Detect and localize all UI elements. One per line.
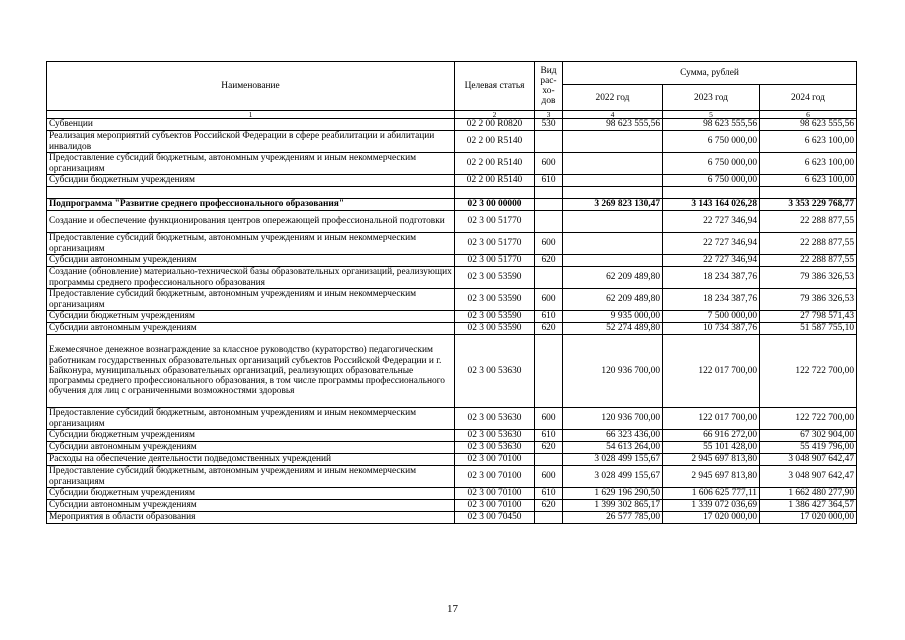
row-sum-2024: 79 386 326,53 bbox=[760, 267, 857, 289]
row-sum-2022: 3 269 823 130,47 bbox=[563, 199, 663, 211]
table-row bbox=[47, 233, 857, 255]
page-number: 17 bbox=[447, 603, 458, 615]
row-vid: 620 bbox=[535, 323, 563, 335]
row-vid: 610 bbox=[535, 311, 563, 323]
table-row bbox=[47, 289, 857, 311]
row-article: 02 3 00 53630 bbox=[455, 408, 535, 430]
table-row bbox=[47, 408, 857, 430]
row-sum-2024: 6 623 100,00 bbox=[760, 153, 857, 175]
row-vid bbox=[535, 211, 563, 233]
row-article bbox=[455, 187, 535, 199]
row-sum-2022 bbox=[563, 187, 663, 199]
row-sum-2022: 3 028 499 155,67 bbox=[563, 454, 663, 466]
table-row bbox=[47, 466, 857, 488]
row-sum-2024: 6 623 100,00 bbox=[760, 131, 857, 153]
row-sum-2022: 1 399 302 865,17 bbox=[563, 500, 663, 512]
table-body bbox=[47, 119, 857, 524]
row-sum-2023: 98 623 555,56 bbox=[663, 119, 760, 131]
row-vid bbox=[535, 199, 563, 211]
row-name: Ежемесячное денежное вознаграждение за классное руководство (кураторство) педагогическим работникам государственных образовательных организаций субъектов Российской Федерации и г. Байконура, муниципальных образовательных организаций, реализующих образовательные программы среднего профессионального образования, в том числе программы профессионального обучения для лиц с ограниченными возможностями здоровья bbox=[47, 335, 455, 408]
row-article: 02 3 00 00000 bbox=[455, 199, 535, 211]
table-row bbox=[47, 131, 857, 153]
row-sum-2024: 98 623 555,56 bbox=[760, 119, 857, 131]
row-article: 02 3 00 53590 bbox=[455, 323, 535, 335]
row-article: 02 3 00 70100 bbox=[455, 488, 535, 500]
row-name bbox=[47, 187, 455, 199]
row-sum-2022: 1 629 196 290,50 bbox=[563, 488, 663, 500]
row-sum-2024: 22 288 877,55 bbox=[760, 211, 857, 233]
row-name: Предоставление субсидий бюджетным, автономным учреждениям и иным некоммерческим организациям bbox=[47, 466, 455, 488]
table-row bbox=[47, 323, 857, 335]
row-sum-2022 bbox=[563, 175, 663, 187]
row-vid bbox=[535, 454, 563, 466]
row-vid bbox=[535, 187, 563, 199]
row-vid: 600 bbox=[535, 289, 563, 311]
row-name: Субсидии автономным учреждениям bbox=[47, 323, 455, 335]
row-sum-2023: 22 727 346,94 bbox=[663, 233, 760, 255]
row-sum-2024: 55 419 796,00 bbox=[760, 442, 857, 454]
row-name: Реализация мероприятий субъектов Российской Федерации в сфере реабилитации и абилитации инвалидов bbox=[47, 131, 455, 153]
row-name: Субсидии бюджетным учреждениям bbox=[47, 430, 455, 442]
row-article: 02 3 00 53630 bbox=[455, 335, 535, 408]
row-sum-2023: 6 750 000,00 bbox=[663, 153, 760, 175]
row-sum-2022: 98 623 555,56 bbox=[563, 119, 663, 131]
header-year-2022: 2022 год bbox=[563, 85, 663, 111]
table-row bbox=[47, 153, 857, 175]
row-sum-2022: 62 209 489,80 bbox=[563, 289, 663, 311]
row-article: 02 3 00 53630 bbox=[455, 442, 535, 454]
row-sum-2024: 79 386 326,53 bbox=[760, 289, 857, 311]
header-year-2023: 2023 год bbox=[663, 85, 760, 111]
table-row-blank bbox=[47, 187, 857, 199]
column-number: 4 bbox=[563, 111, 663, 119]
header-name: Наименование bbox=[47, 62, 455, 111]
row-sum-2024: 17 020 000,00 bbox=[760, 512, 857, 524]
row-sum-2023: 10 734 387,76 bbox=[663, 323, 760, 335]
row-article: 02 3 00 70100 bbox=[455, 454, 535, 466]
row-article: 02 3 00 70450 bbox=[455, 512, 535, 524]
row-sum-2023: 7 500 000,00 bbox=[663, 311, 760, 323]
row-sum-2024: 22 288 877,55 bbox=[760, 255, 857, 267]
row-sum-2024: 51 587 755,10 bbox=[760, 323, 857, 335]
row-name: Создание (обновление) материально-технической базы образовательных организаций, реализующих программы среднего профессионального образования bbox=[47, 267, 455, 289]
row-sum-2024: 22 288 877,55 bbox=[760, 233, 857, 255]
row-vid: 620 bbox=[535, 255, 563, 267]
row-sum-2023: 55 101 428,00 bbox=[663, 442, 760, 454]
row-vid bbox=[535, 267, 563, 289]
column-number: 3 bbox=[535, 111, 563, 119]
column-number: 6 bbox=[760, 111, 857, 119]
row-sum-2024: 3 048 907 642,47 bbox=[760, 466, 857, 488]
row-vid: 610 bbox=[535, 175, 563, 187]
row-sum-2022: 66 323 436,00 bbox=[563, 430, 663, 442]
row-article: 02 2 00 R0820 bbox=[455, 119, 535, 131]
row-sum-2022 bbox=[563, 233, 663, 255]
row-sum-2023: 66 916 272,00 bbox=[663, 430, 760, 442]
row-article: 02 3 00 53590 bbox=[455, 267, 535, 289]
row-sum-2023: 122 017 700,00 bbox=[663, 335, 760, 408]
row-vid bbox=[535, 131, 563, 153]
row-article: 02 2 00 R5140 bbox=[455, 131, 535, 153]
row-vid: 600 bbox=[535, 408, 563, 430]
row-vid: 600 bbox=[535, 466, 563, 488]
row-vid: 530 bbox=[535, 119, 563, 131]
row-sum-2024: 1 662 480 277,90 bbox=[760, 488, 857, 500]
row-sum-2024: 6 623 100,00 bbox=[760, 175, 857, 187]
row-name: Предоставление субсидий бюджетным, автономным учреждениям и иным некоммерческим организациям bbox=[47, 289, 455, 311]
row-sum-2023 bbox=[663, 187, 760, 199]
budget-table bbox=[46, 61, 857, 524]
row-article: 02 2 00 R5140 bbox=[455, 153, 535, 175]
row-vid: 600 bbox=[535, 233, 563, 255]
row-name: Предоставление субсидий бюджетным, автономным учреждениям и иным некоммерческим организациям bbox=[47, 233, 455, 255]
row-sum-2023: 18 234 387,76 bbox=[663, 289, 760, 311]
table-row-subprogram bbox=[47, 199, 857, 211]
table-row bbox=[47, 512, 857, 524]
row-article: 02 3 00 70100 bbox=[455, 500, 535, 512]
row-sum-2022: 54 613 264,00 bbox=[563, 442, 663, 454]
row-sum-2024: 3 353 229 768,77 bbox=[760, 199, 857, 211]
row-article: 02 3 00 51770 bbox=[455, 255, 535, 267]
row-vid bbox=[535, 335, 563, 408]
row-sum-2024: 122 722 700,00 bbox=[760, 335, 857, 408]
row-sum-2022: 62 209 489,80 bbox=[563, 267, 663, 289]
row-name: Предоставление субсидий бюджетным, автономным учреждениям и иным некоммерческим организациям bbox=[47, 153, 455, 175]
table-row bbox=[47, 267, 857, 289]
row-name: Расходы на обеспечение деятельности подведомственных учреждений bbox=[47, 454, 455, 466]
row-article: 02 3 00 51770 bbox=[455, 233, 535, 255]
table-row bbox=[47, 430, 857, 442]
header-sum: Сумма, рублей bbox=[563, 62, 857, 85]
row-sum-2024 bbox=[760, 187, 857, 199]
row-name: Субсидии автономным учреждениям bbox=[47, 500, 455, 512]
row-name: Субсидии автономным учреждениям bbox=[47, 255, 455, 267]
row-name: Создание и обеспечение функционирования центров опережающей профессиональной подготовки bbox=[47, 211, 455, 233]
row-vid: 620 bbox=[535, 442, 563, 454]
row-sum-2022: 52 274 489,80 bbox=[563, 323, 663, 335]
row-sum-2023: 1 606 625 777,11 bbox=[663, 488, 760, 500]
row-sum-2022: 9 935 000,00 bbox=[563, 311, 663, 323]
column-number: 5 bbox=[663, 111, 760, 119]
column-number-row bbox=[47, 111, 857, 119]
row-sum-2023: 6 750 000,00 bbox=[663, 175, 760, 187]
table-row bbox=[47, 500, 857, 512]
row-article: 02 3 00 53590 bbox=[455, 289, 535, 311]
row-sum-2023: 22 727 346,94 bbox=[663, 255, 760, 267]
header-article: Целевая статья bbox=[455, 62, 535, 111]
header-vid: Вид рас-хо-дов bbox=[535, 62, 563, 111]
row-name: Субвенции bbox=[47, 119, 455, 131]
row-article: 02 3 00 51770 bbox=[455, 211, 535, 233]
table-row bbox=[47, 211, 857, 233]
row-name: Субсидии бюджетным учреждениям bbox=[47, 175, 455, 187]
table-row bbox=[47, 488, 857, 500]
row-sum-2022 bbox=[563, 153, 663, 175]
table-row bbox=[47, 442, 857, 454]
row-vid bbox=[535, 512, 563, 524]
table-row bbox=[47, 119, 857, 131]
row-sum-2023: 2 945 697 813,80 bbox=[663, 454, 760, 466]
row-sum-2023: 18 234 387,76 bbox=[663, 267, 760, 289]
table-row bbox=[47, 454, 857, 466]
row-sum-2022: 3 028 499 155,67 bbox=[563, 466, 663, 488]
row-article: 02 3 00 53630 bbox=[455, 430, 535, 442]
row-name: Субсидии автономным учреждениям bbox=[47, 442, 455, 454]
row-sum-2022: 120 936 700,00 bbox=[563, 408, 663, 430]
header-year-2024: 2024 год bbox=[760, 85, 857, 111]
row-sum-2024: 67 302 904,00 bbox=[760, 430, 857, 442]
column-number: 2 bbox=[455, 111, 535, 119]
row-sum-2024: 27 798 571,43 bbox=[760, 311, 857, 323]
row-name: Субсидии бюджетным учреждениям bbox=[47, 311, 455, 323]
row-name: Мероприятия в области образования bbox=[47, 512, 455, 524]
row-sum-2023: 17 020 000,00 bbox=[663, 512, 760, 524]
row-sum-2024: 122 722 700,00 bbox=[760, 408, 857, 430]
row-article: 02 2 00 R5140 bbox=[455, 175, 535, 187]
row-sum-2022 bbox=[563, 255, 663, 267]
table-row bbox=[47, 335, 857, 408]
row-sum-2024: 1 386 427 364,57 bbox=[760, 500, 857, 512]
row-vid: 600 bbox=[535, 153, 563, 175]
row-sum-2022 bbox=[563, 211, 663, 233]
row-sum-2023: 3 143 164 026,28 bbox=[663, 199, 760, 211]
row-sum-2022: 26 577 785,00 bbox=[563, 512, 663, 524]
column-number: 1 bbox=[47, 111, 455, 119]
row-vid: 620 bbox=[535, 500, 563, 512]
row-sum-2024: 3 048 907 642,47 bbox=[760, 454, 857, 466]
row-sum-2022 bbox=[563, 131, 663, 153]
row-sum-2023: 1 339 072 036,69 bbox=[663, 500, 760, 512]
row-sum-2023: 122 017 700,00 bbox=[663, 408, 760, 430]
header-row-top bbox=[47, 62, 857, 85]
table-row bbox=[47, 255, 857, 267]
row-name: Предоставление субсидий бюджетным, автономным учреждениям и иным некоммерческим организациям bbox=[47, 408, 455, 430]
row-sum-2023: 6 750 000,00 bbox=[663, 131, 760, 153]
table-row bbox=[47, 311, 857, 323]
row-vid: 610 bbox=[535, 430, 563, 442]
row-sum-2023: 22 727 346,94 bbox=[663, 211, 760, 233]
row-name: Подпрограмма "Развитие среднего профессионального образования" bbox=[47, 199, 455, 211]
row-vid: 610 bbox=[535, 488, 563, 500]
table-row bbox=[47, 175, 857, 187]
row-name: Субсидии бюджетным учреждениям bbox=[47, 488, 455, 500]
row-article: 02 3 00 70100 bbox=[455, 466, 535, 488]
row-sum-2022: 120 936 700,00 bbox=[563, 335, 663, 408]
row-article: 02 3 00 53590 bbox=[455, 311, 535, 323]
row-sum-2023: 2 945 697 813,80 bbox=[663, 466, 760, 488]
